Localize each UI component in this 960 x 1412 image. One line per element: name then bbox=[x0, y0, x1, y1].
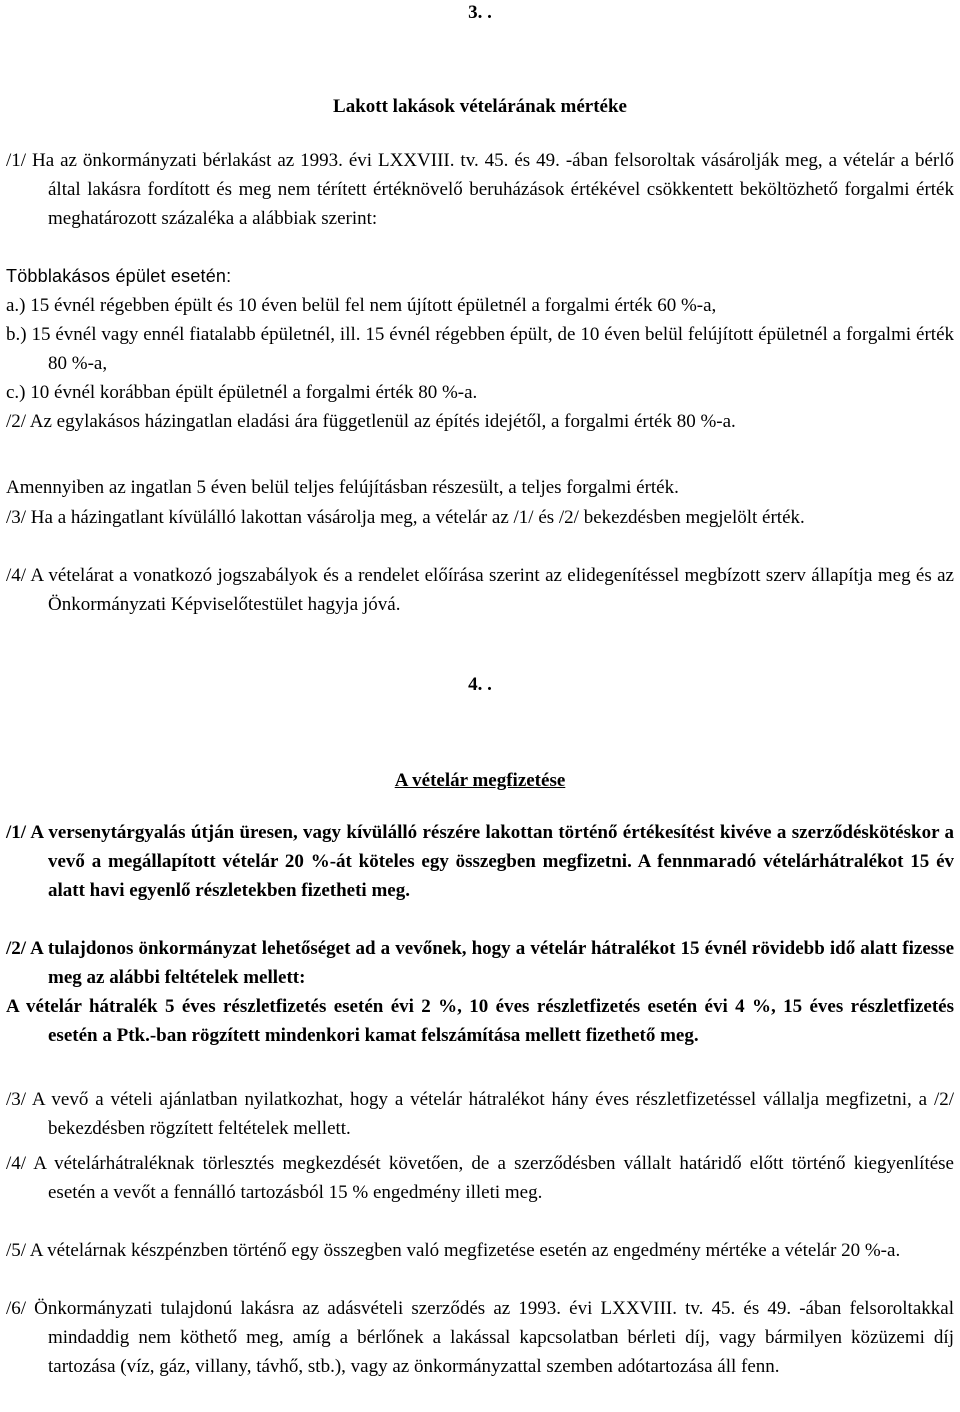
section-4-paragraph-3: /3/ A vevő a vételi ajánlatban nyilatkozhat, hogy a vételár hátralékot hány éves részletfizetéssel vállalja megfizetni, a /2/ bekezdésben rögzített feltételek mellett. bbox=[6, 1089, 954, 1139]
section-3-item-a: a.) 15 évnél régebben épült és 10 éven belül fel nem újított épületnél a forgalmi érték 60 %-a, bbox=[6, 295, 717, 316]
section-4-paragraph-1: /1/ A versenytárgyalás útján üresen, vagy kívülálló részére lakottan történő értékesítést kivéve a szerződéskötéskor a vevő a megállapított vételár 20 %-át köteles egy összegben megfizetni. A fennmaradó vételárhátralékot 15 év alatt havi egyenlő részletekben fizetheti meg. bbox=[6, 822, 954, 901]
section-4-title: A vételár megfizetése bbox=[394, 770, 566, 791]
section-4-paragraph-6: /6/ Önkormányzati tulajdonú lakásra az adásvételi szerződés az 1993. évi LXXVIII. tv. 45. és 49. -ában felsoroltakkal mindaddig nem köthető meg, amíg a bérlőnek a lakással kapcsolatban bérleti díj, vagy bármilyen közüzemi díj tartozása (víz, gáz, villany, távhő, stb.), vagy az önkormányzattal szemben adótartozása áll fenn. bbox=[6, 1298, 954, 1377]
section-3-paragraph-1: /1/ Ha az önkormányzati bérlakást az 1993. évi LXXVIII. tv. 45. és 49. -ában felsoroltak vásárolják meg, a vételár a bérlő által lakásra fordított és meg nem térített értéknövelő beruházások értékével csökkentett beköltözhető forgalmi érték meghatározott százaléka a alábbiak szerint: bbox=[6, 150, 954, 229]
section-3-paragraph-2: /2/ Az egylakásos házingatlan eladási ára függetlenül az építés idejétől, a forgalmi érték 80 %-a. bbox=[6, 411, 736, 432]
section-4-paragraph-4: /4/ A vételárhátraléknak törlesztés megkezdését követően, de a szerződésben vállalt határidő előtt történő kiegyenlítése esetén a vevőt a fennálló tartozásból 15 % engedmény illeti meg. bbox=[6, 1153, 954, 1203]
section-3-item-c: c.) 10 évnél korábban épült épületnél a forgalmi érték 80 %-a. bbox=[6, 382, 478, 403]
section-3-title: Lakott lakások vételárának mértéke bbox=[333, 96, 627, 117]
section-3-paragraph-3: /3/ Ha a házingatlant kívülálló lakottan vásárolja meg, a vételár az /1/ és /2/ bekezdésben megjelölt érték. bbox=[6, 507, 805, 528]
section-4-paragraph-5: /5/ A vételárnak készpénzben történő egy összegben való megfizetése esetén az engedmény mértéke a vételár 20 %-a. bbox=[6, 1240, 901, 1261]
section-3-item-b: b.) 15 évnél vagy ennél fiatalabb épületnél, ill. 15 évnél régebben épült, de 10 éven belül felújított épületnél a forgalmi érték 80 %-a, bbox=[6, 324, 954, 374]
section-4-paragraph-2: /2/ A tulajdonos önkormányzat lehetőséget ad a vevőnek, hogy a vételár hátralékot 15 évnél rövidebb idő alatt fizesse meg az alábbi feltételek mellett: bbox=[6, 938, 954, 988]
section-3-paragraph-4: /4/ A vételárat a vonatkozó jogszabályok és a rendelet előírása szerint az elidegenítéssel megbízott szerv állapítja meg és az Önkormányzati Képviselőtestület hagyja jóvá. bbox=[6, 565, 954, 615]
section-4-paragraph-2b: A vételár hátralék 5 éves részletfizetés esetén évi 2 %, 10 éves részletfizetés esetén évi 4 %, 15 éves részletfizetés esetén a Ptk.-ban rögzített mindenkori kamat felszámítása mellett fizethető meg. bbox=[6, 996, 954, 1046]
section-3-paragraph-2b: Amennyiben az ingatlan 5 éven belül teljes felújításban részesült, a teljes forgalmi érték. bbox=[6, 477, 679, 498]
section-3-multi-unit-heading: Többlakásos épület esetén: bbox=[6, 266, 232, 286]
section-4-number: 4. . bbox=[468, 674, 492, 695]
section-3-number: 3. . bbox=[468, 2, 492, 23]
